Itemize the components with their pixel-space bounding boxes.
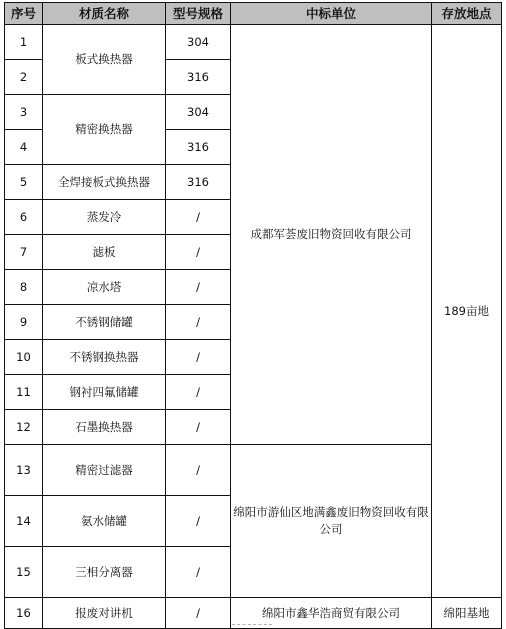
row-number: 3 <box>5 95 43 130</box>
model-spec: / <box>166 410 231 445</box>
storage-location: 绵阳基地 <box>432 598 502 629</box>
material-name: 三相分离器 <box>43 547 166 598</box>
model-spec: / <box>166 305 231 340</box>
material-name: 不锈钢换热器 <box>43 340 166 375</box>
model-spec: 316 <box>166 60 231 95</box>
material-name: 报废对讲机 <box>43 598 166 629</box>
model-spec: / <box>166 200 231 235</box>
header-no: 序号 <box>5 3 43 25</box>
row-number: 6 <box>5 200 43 235</box>
model-spec: 304 <box>166 95 231 130</box>
model-spec: 304 <box>166 25 231 60</box>
material-name: 精密换热器 <box>43 95 166 165</box>
table-row <box>5 25 502 60</box>
row-number: 9 <box>5 305 43 340</box>
model-spec: / <box>166 445 231 496</box>
model-spec: / <box>166 235 231 270</box>
header-unit: 中标单位 <box>231 3 432 25</box>
material-name: 板式换热器 <box>43 25 166 95</box>
winning-unit: 绵阳市鑫华浩商贸有限公司 <box>231 598 432 629</box>
row-number: 12 <box>5 410 43 445</box>
material-name: 蒸发冷 <box>43 200 166 235</box>
model-spec: / <box>166 340 231 375</box>
equipment-table <box>4 2 502 629</box>
page-footer-divider <box>232 624 272 626</box>
material-name: 石墨换热器 <box>43 410 166 445</box>
header-row <box>5 3 502 25</box>
model-spec: / <box>166 547 231 598</box>
material-name: 氨水储罐 <box>43 496 166 547</box>
row-number: 1 <box>5 25 43 60</box>
row-number: 14 <box>5 496 43 547</box>
model-spec: / <box>166 375 231 410</box>
row-number: 11 <box>5 375 43 410</box>
winning-unit: 绵阳市游仙区地满鑫废旧物资回收有限公司 <box>231 445 432 598</box>
material-name: 凉水塔 <box>43 270 166 305</box>
header-model: 型号规格 <box>166 3 231 25</box>
material-name: 钢衬四氟储罐 <box>43 375 166 410</box>
material-name: 滤板 <box>43 235 166 270</box>
header-name: 材质名称 <box>43 3 166 25</box>
model-spec: 316 <box>166 165 231 200</box>
model-spec: / <box>166 270 231 305</box>
model-spec: 316 <box>166 130 231 165</box>
row-number: 16 <box>5 598 43 629</box>
table-row <box>5 445 502 496</box>
model-spec: / <box>166 496 231 547</box>
row-number: 5 <box>5 165 43 200</box>
header-location: 存放地点 <box>432 3 502 25</box>
storage-location: 189亩地 <box>432 25 502 598</box>
row-number: 10 <box>5 340 43 375</box>
material-name: 精密过滤器 <box>43 445 166 496</box>
row-number: 15 <box>5 547 43 598</box>
row-number: 4 <box>5 130 43 165</box>
row-number: 7 <box>5 235 43 270</box>
row-number: 2 <box>5 60 43 95</box>
row-number: 8 <box>5 270 43 305</box>
model-spec: / <box>166 598 231 629</box>
row-number: 13 <box>5 445 43 496</box>
winning-unit: 成都军荟废旧物资回收有限公司 <box>231 25 432 445</box>
material-name: 不锈钢储罐 <box>43 305 166 340</box>
material-name: 全焊接板式换热器 <box>43 165 166 200</box>
